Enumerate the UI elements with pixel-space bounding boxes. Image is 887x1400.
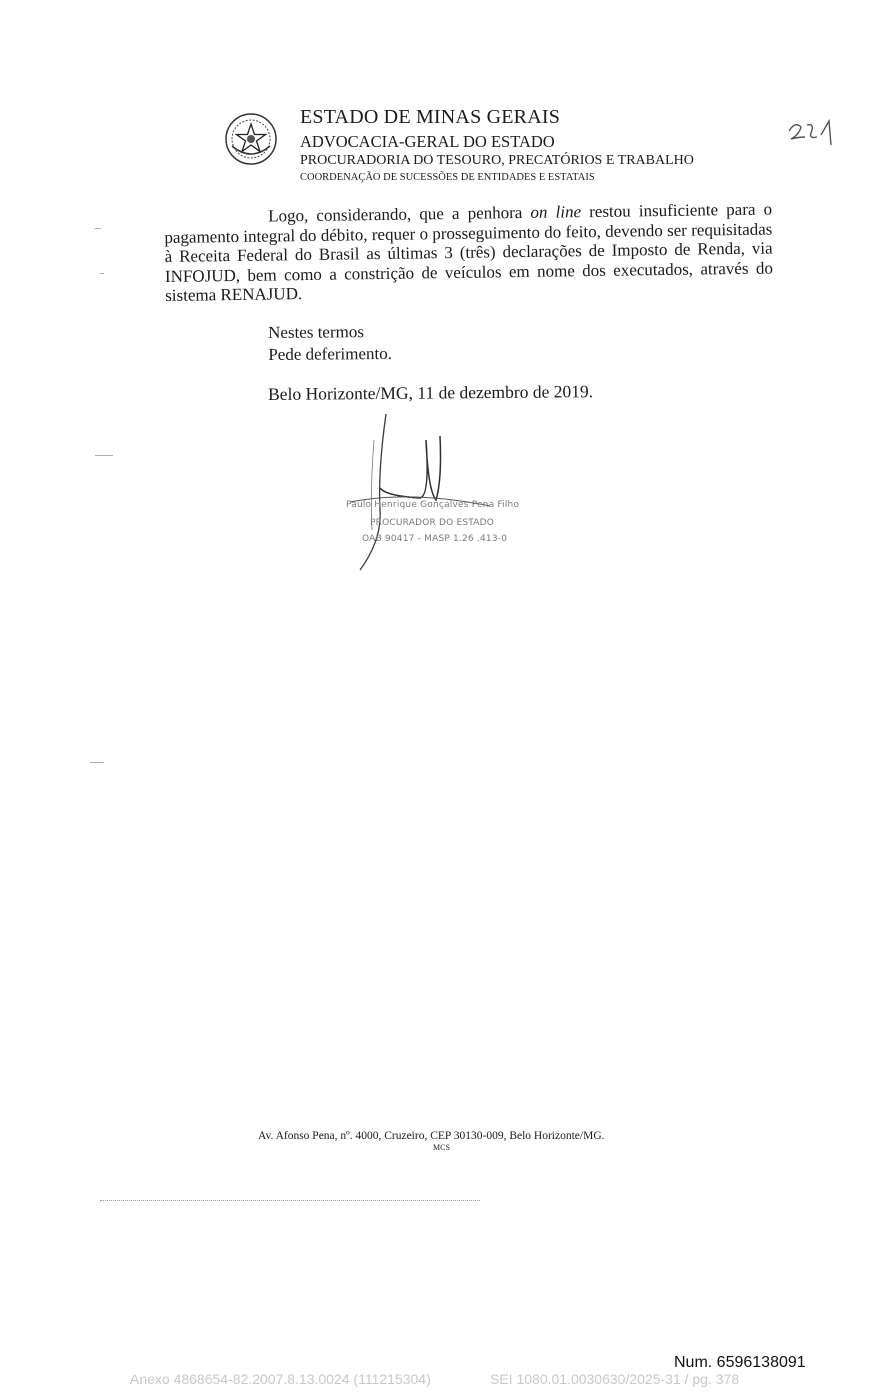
footer-divider xyxy=(100,1200,480,1201)
annex-reference: Anexo 4868654-82.2007.8.13.0024 (111215304) xyxy=(130,1371,431,1387)
stamp-name: Paulo Henrique Gonçalves Pena Filho xyxy=(346,500,520,510)
stamp-title: PROCURADOR DO ESTADO xyxy=(370,518,495,528)
date-line: Belo Horizonte/MG, 11 de dezembro de 2019. xyxy=(268,381,594,404)
closing-terms: Nestes termos xyxy=(268,322,365,342)
handwritten-page-number xyxy=(785,115,845,155)
footer-initials: MCS xyxy=(433,1143,450,1152)
sei-reference: SEI 1080.01.0030630/2025-31 / pg. 378 xyxy=(490,1371,740,1387)
header-department: PROCURADORIA DO TESOURO, PRECATÓRIOS E TRABALHO xyxy=(300,153,694,168)
document-number: Num. 6596138091 xyxy=(674,1354,806,1371)
closing-block xyxy=(268,321,392,366)
closing-request: Pede deferimento. xyxy=(268,343,393,364)
footer-address: Av. Afonso Pena, nº. 4000, Cruzeiro, CEP 30130-009, Belo Horizonte/MG. xyxy=(258,1130,605,1142)
stamp-registration: OAB 90417 - MASP 1.26 .413-0 xyxy=(362,534,508,544)
handwritten-signature xyxy=(330,410,530,580)
paragraph-text-start: Logo, considerando, que a penhora xyxy=(267,202,531,226)
header-agency-name: ADVOCACIA-GERAL DO ESTADO xyxy=(300,132,555,151)
paragraph-text-end: restou insuficiente para o pagamento integral do débito, requer o prosseguimento do feito, devendo ser requisitadas à Receita Federal do Brasil as últimas 3 (três) declarações de Imposto de Renda, via INFOJUD, bem como a constrição de veículos em nome dos executados, através do sistema RENAJUD. xyxy=(164,199,774,305)
header-coordination: COORDENAÇÃO DE SUCESSÕES DE ENTIDADES E ESTATAIS xyxy=(300,172,595,183)
state-seal-icon xyxy=(224,112,278,166)
paragraph-italic-term: on line xyxy=(530,202,582,222)
body-paragraph xyxy=(164,200,773,306)
header-state-name: ESTADO DE MINAS GERAIS xyxy=(300,106,561,128)
